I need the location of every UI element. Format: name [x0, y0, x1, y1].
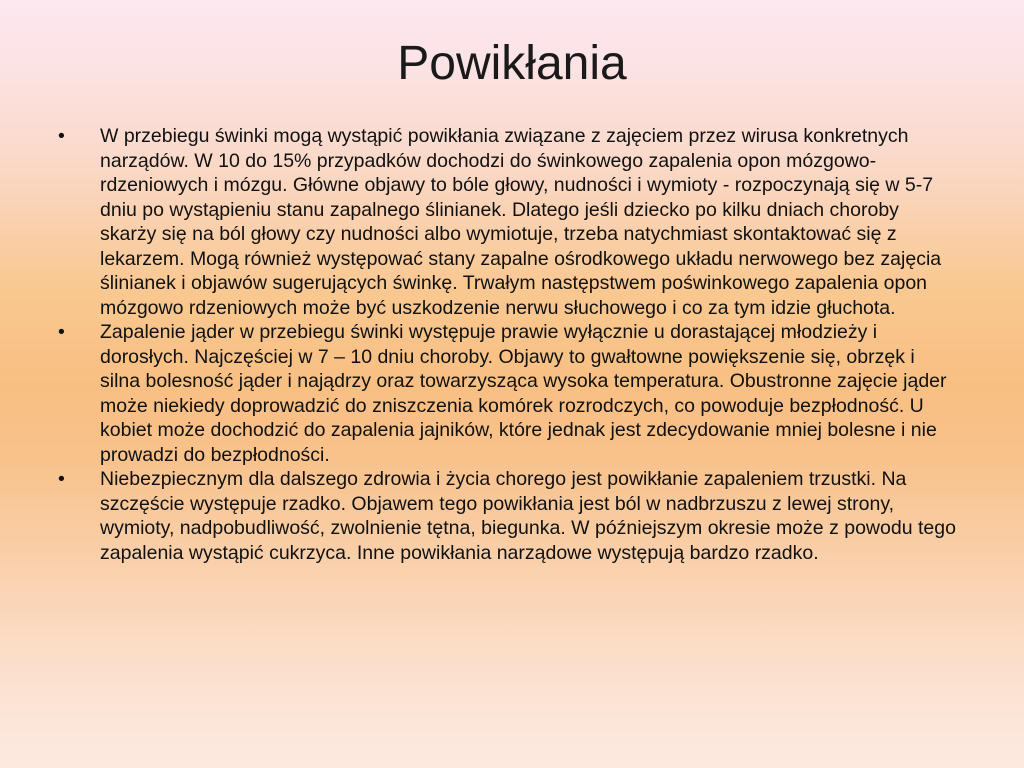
list-item	[58, 320, 958, 467]
bullet-text: W przebiegu świnki mogą wystąpić powikłania związane z zajęciem przez wirusa konkretnych narządów. W 10 do 15% przypadków dochodzi do świnkowego zapalenia opon mózgowo-rdzeniowych i mózgu. Główne objawy to bóle głowy, nudności i wymioty - rozpoczynają się w 5-7 dniu po wystąpieniu stanu zapalnego ślinianek. Dlatego jeśli dziecko po kilku dniach choroby skarży się na ból głowy czy nudności albo wymiotuje, trzeba natychmiast skontaktować się z lekarzem. Mogą również występować stany zapalne ośrodkowego układu nerwowego bez zajęcia ślinianek i objawów sugerujących świnkę. Trwałym następstwem poświnkowego zapalenia opon mózgowo rdzeniowych może być uszkodzenie nerwu słuchowego i co za tym idzie głuchota.	[100, 125, 942, 319]
bullet-icon: •	[58, 321, 65, 343]
bullet-text: Zapalenie jąder w przebiegu świnki występuje prawie wyłącznie u dorastającej młodzieży i dorosłych. Najczęściej w 7 – 10 dniu choroby. Objawy to gwałtowne powiększenie się, obrzęk i silna bolesność jąder i najądrzy oraz towarzysząca wysoka temperatura. Obustronne zajęcie jąder może niekiedy doprowadzić do zniszczenia komórek rozrodczych, co powoduje bezpłodność. U kobiet może dochodzić do zapalenia jajników, które jednak jest zdecydowanie mniej bolesne i nie prowadzi do bezpłodności.	[100, 321, 947, 466]
list-item	[58, 124, 958, 320]
list-item	[58, 467, 958, 565]
bullet-icon: •	[58, 468, 65, 490]
bullet-icon: •	[58, 125, 65, 147]
slide-title: Powikłania	[397, 37, 627, 90]
bullet-list	[58, 124, 958, 565]
bullet-text: Niebezpiecznym dla dalszego zdrowia i życia chorego jest powikłanie zapaleniem trzustki. Na szczęście występuje rzadko. Objawem tego powikłania jest ból w nadbrzuszu z lewej strony, wymioty, nadpobudliwość, zwolnienie tętna, biegunka. W późniejszym okresie może z powodu tego zapalenia wystąpić cukrzyca. Inne powikłania narządowe występują bardzo rzadko.	[100, 468, 956, 564]
